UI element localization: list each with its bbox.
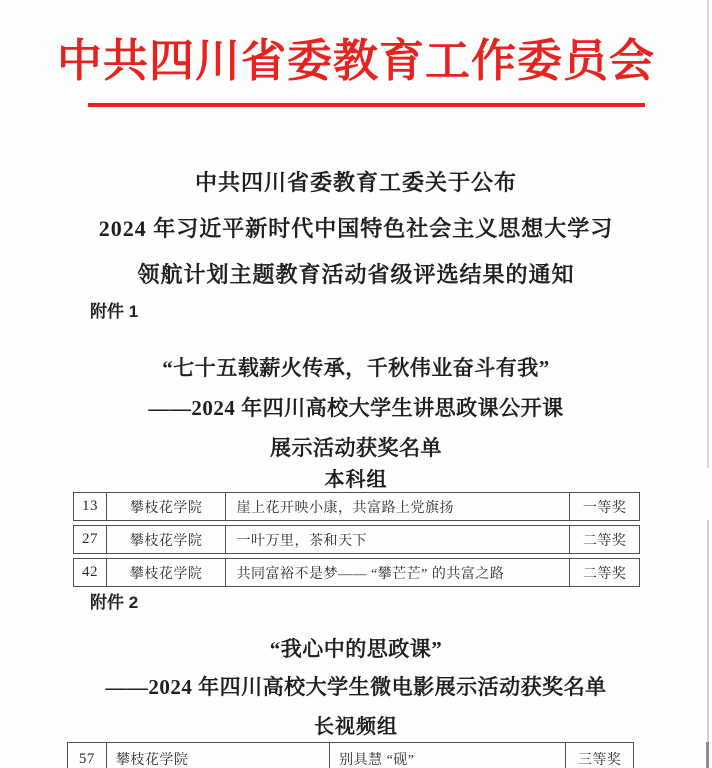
cell-school: 攀枝花学院 — [106, 559, 226, 586]
cell-award: 三等奖 — [565, 743, 633, 768]
cell-award: 二等奖 — [569, 526, 639, 553]
table-row — [73, 525, 640, 554]
cell-number: 57 — [78, 750, 95, 767]
cell-number: 13 — [81, 498, 98, 514]
attachment1-label: 附件 1 — [90, 302, 139, 321]
table-row — [67, 742, 634, 768]
cell-number: 27 — [81, 531, 98, 547]
cell-award: 一等奖 — [569, 493, 639, 520]
attachment2-label: 附件 2 — [90, 593, 139, 612]
group-label-long-video: 长视频组 — [314, 716, 398, 738]
cell-school: 攀枝花学院 — [106, 493, 226, 520]
cell-award: 二等奖 — [569, 559, 639, 586]
cell-work-title: 一叶万里，茶和天下 — [225, 526, 569, 553]
attachment1-title-line: ——2024 年四川高校大学生讲思政课公开课 — [148, 396, 564, 420]
page-edge-line — [707, 520, 709, 768]
attachment2-title — [0, 630, 712, 706]
cell-work-title: 别具慧 “砚” — [329, 743, 565, 768]
document-title-line: 2024 年习近平新时代中国特色社会主义思想大学习 — [98, 216, 614, 241]
letterhead-rule — [88, 103, 645, 107]
table-row — [73, 492, 640, 521]
page-edge-mark — [706, 742, 709, 768]
page-edge-line — [707, 0, 709, 468]
document-title-line: 领航计划主题教育活动省级评选结果的通知 — [137, 262, 575, 287]
attachment2-title-line: “我心中的思政课” — [269, 637, 443, 661]
letterhead-title: 中共四川省委教育工作委员会 — [56, 36, 655, 86]
cell-school: 攀枝花学院 — [106, 743, 329, 768]
attachment1-title — [0, 348, 712, 468]
cell-number: 42 — [81, 564, 98, 580]
document-title — [0, 160, 712, 298]
award-table-attachment1 — [73, 492, 640, 591]
attachment1-title-line: 展示活动获奖名单 — [270, 436, 442, 460]
group-label-undergraduate: 本科组 — [324, 469, 388, 491]
attachment1-title-line: “七十五载薪火传承，千秋伟业奋斗有我” — [162, 356, 550, 380]
award-table-attachment2 — [67, 742, 634, 768]
table-row — [73, 558, 640, 587]
cell-school: 攀枝花学院 — [106, 526, 226, 553]
cell-work-title: 共同富裕不是梦—— “攀芒芒” 的共富之路 — [225, 559, 569, 586]
attachment2-title-line: ——2024 年四川高校大学生微电影展示活动获奖名单 — [105, 675, 607, 699]
document-title-line: 中共四川省委教育工委关于公布 — [194, 170, 517, 195]
cell-work-title: 崖上花开映小康，共富路上党旗扬 — [225, 493, 569, 520]
